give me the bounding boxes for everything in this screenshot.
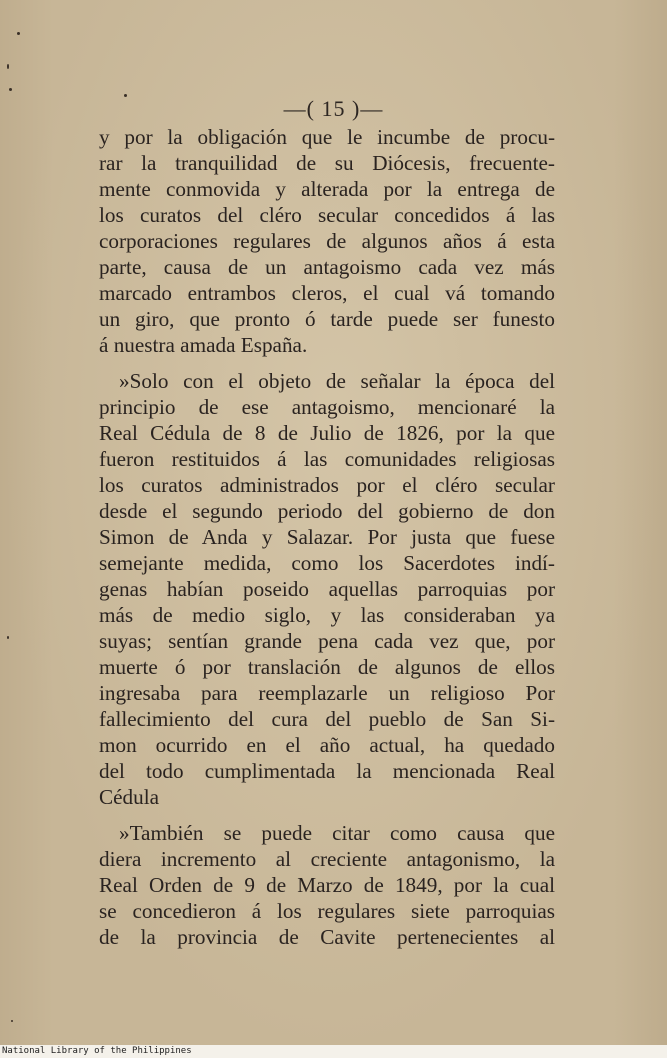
paragraph-3 bbox=[99, 820, 555, 950]
text-line: á nuestra amada España. bbox=[99, 333, 308, 357]
ink-speck bbox=[11, 1020, 13, 1022]
paragraph-2 bbox=[99, 368, 555, 810]
text-line: principio de ese antagoismo, mencionaré la bbox=[99, 395, 555, 419]
text-line: mon ocurrido en el año actual, ha quedado bbox=[99, 733, 555, 757]
text-line: genas habían poseido aquellas parroquias por bbox=[99, 577, 555, 601]
text-line: fueron restituidos á las comunidades religiosas bbox=[99, 447, 555, 471]
text-line: y por la obligación que le incumbe de procu- bbox=[99, 125, 555, 149]
ink-speck bbox=[7, 636, 9, 639]
text-line: rar la tranquilidad de su Diócesis, frecuente- bbox=[99, 151, 555, 175]
library-credit: National Library of the Philippines bbox=[2, 1046, 192, 1056]
footer-strip bbox=[0, 1045, 667, 1058]
text-line: semejante medida, como los Sacerdotes indí- bbox=[99, 551, 555, 575]
text-line: los curatos del cléro secular concedidos á las bbox=[99, 203, 555, 227]
text-line: corporaciones regulares de algunos años á esta bbox=[99, 229, 555, 253]
text-line: parte, causa de un antagoismo cada vez más bbox=[99, 255, 555, 279]
text-line: de la provincia de Cavite pertenecientes al bbox=[99, 925, 555, 949]
text-line: Real Orden de 9 de Marzo de 1849, por la cual bbox=[99, 873, 555, 897]
text-line: mente conmovida y alterada por la entrega de bbox=[99, 177, 555, 201]
text-line: del todo cumplimentada la mencionada Real bbox=[99, 759, 555, 783]
text-line: fallecimiento del cura del pueblo de San Si- bbox=[99, 707, 555, 731]
text-line: desde el segundo periodo del gobierno de don bbox=[99, 499, 555, 523]
paragraph-1 bbox=[99, 124, 555, 358]
page-number: —( 15 )— bbox=[283, 96, 384, 121]
text-line: se concedieron á los regulares siete parroquias bbox=[99, 899, 555, 923]
text-line: ingresaba para reemplazarle un religioso Por bbox=[99, 681, 555, 705]
text-line: »También se puede citar como causa que bbox=[119, 821, 555, 845]
ink-speck bbox=[9, 88, 12, 91]
text-line: marcado entrambos cleros, el cual vá tomando bbox=[99, 281, 555, 305]
text-line: Simon de Anda y Salazar. Por justa que fuese bbox=[99, 525, 555, 549]
text-line: diera incremento al creciente antagonismo, la bbox=[99, 847, 555, 871]
ink-speck bbox=[7, 64, 9, 69]
text-line: Cédula bbox=[99, 785, 160, 809]
ink-speck bbox=[17, 32, 20, 35]
text-line: los curatos administrados por el cléro secular bbox=[99, 473, 555, 497]
text-line: más de medio siglo, y las consideraban ya bbox=[99, 603, 555, 627]
text-line: un giro, que pronto ó tarde puede ser funesto bbox=[99, 307, 555, 331]
body-text bbox=[99, 124, 555, 950]
text-line: Real Cédula de 8 de Julio de 1826, por la que bbox=[99, 421, 555, 445]
text-line: muerte ó por translación de algunos de ellos bbox=[99, 655, 555, 679]
text-line: »Solo con el objeto de señalar la época del bbox=[119, 369, 555, 393]
text-line: suyas; sentían grande pena cada vez que, por bbox=[99, 629, 555, 653]
